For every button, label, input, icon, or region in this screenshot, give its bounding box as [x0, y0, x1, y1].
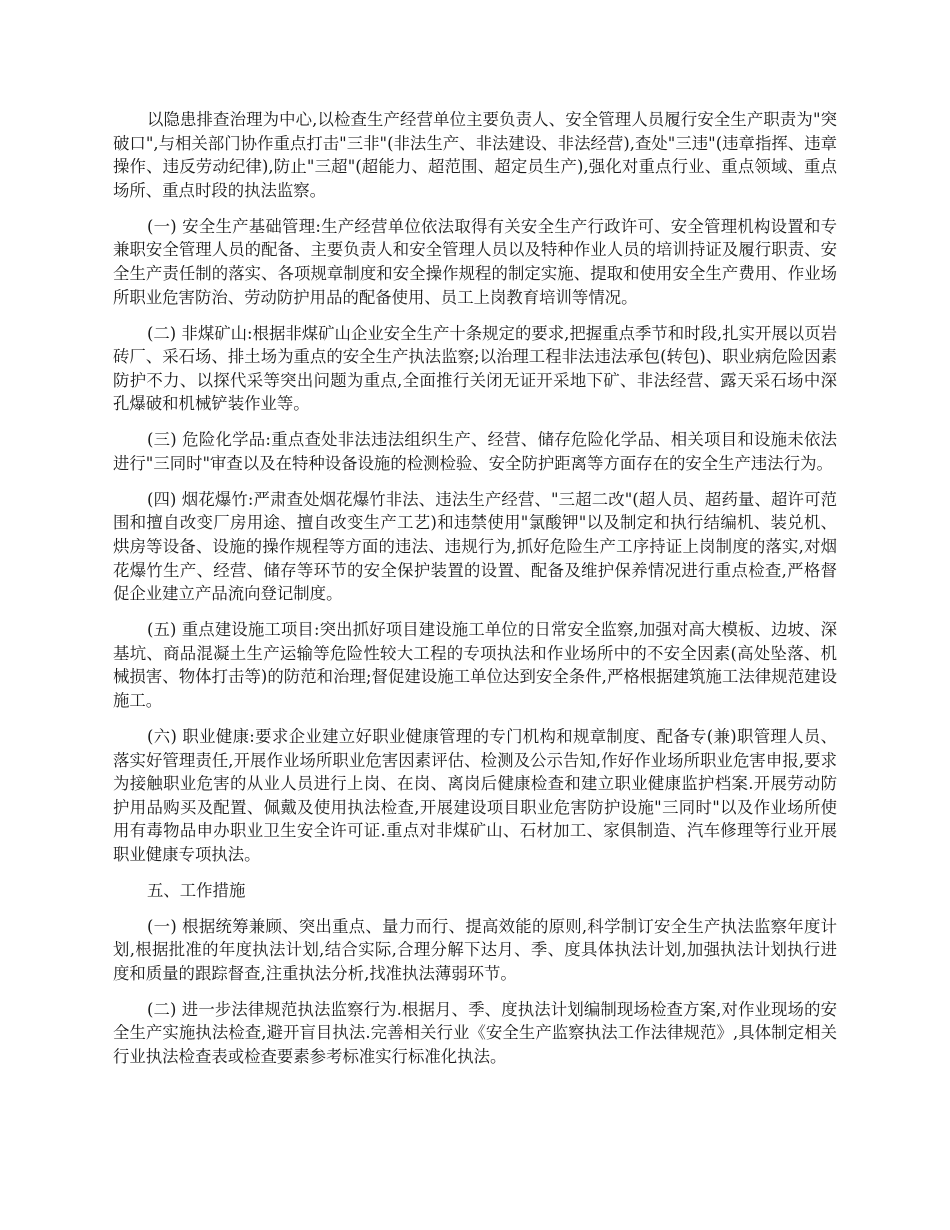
paragraph-construction-projects: (五) 重点建设施工项目:突出抓好项目建设施工单位的日常安全监察,加强对高大模板、边坡、深基坑、商品混凝土生产运输等危险性较大工程的专项执法和作业场所中的不安全因素(高处坠落、机械损害、物体打击等)的防范和治理;督促建设施工单位达到安全条件,严格根据建筑施工法律规范建设施工。	[113, 620, 837, 711]
paragraph-hazardous-chemicals: (三) 危险化学品:重点查处非法违法组织生产、经营、储存危险化学品、相关项目和设施未依法进行"三同时"审查以及在特种设备设施的检测检验、安全防护距离等方面存在的安全生产违法行为。	[113, 430, 837, 473]
paragraph-basic-management: (一) 安全生产基础管理:生产经营单位依法取得有关安全生产行政许可、安全管理机构设置和专兼职安全管理人员的配备、主要负责人和安全管理人员以及特种作业人员的培训持证及履行职责、安全生产责任制的落实、各项规章制度和安全操作规程的制定实施、提取和使用安全生产费用、作业场所职业危害防治、劳动防护用品的配备使用、员工上岗教育培训等情况。	[113, 216, 837, 307]
paragraph-intro: 以隐患排查治理为中心,以检查生产经营单位主要负责人、安全管理人员履行安全生产职责为"突破口",与相关部门协作重点打击"三非"(非法生产、非法建设、非法经营),查处"三违"(违章指挥、违章操作、违反劳动纪律),防止"三超"(超能力、超范围、超定员生产),强化对重点行业、重点领域、重点场所、重点时段的执法监察。	[113, 110, 837, 200]
paragraph-fireworks: (四) 烟花爆竹:严肃查处烟花爆竹非法、违法生产经营、"三超二改"(超人员、超药量、超许可范围和擅自改变厂房用途、擅自改变生产工艺)和违禁使用"氯酸钾"以及制定和执行结编机、装兑机、烘房等设备、设施的操作规程等方面的违法、违规行为,抓好危险生产工序持证上岗制度的落实,对烟花爆竹生产、经营、储存等环节的安全保护装置的设置、配备及维护保养情况进行重点检查,严格督促企业建立产品流向登记制度。	[113, 489, 837, 604]
paragraph-measure-2: (二) 进一步法律规范执法监察行为.根据月、季、度执法计划编制现场检查方案,对作业现场的安全生产实施执法检查,避开盲目执法.完善相关行业《安全生产监察执法工作法律规范》,具体制定相关行业执法检查表或检查要素参考标准实行标准化执法。	[113, 999, 837, 1066]
paragraph-occupational-health: (六) 职业健康:要求企业建立好职业健康管理的专门机构和规章制度、配备专(兼)职管理人员、落实好管理责任,开展作业场所职业危害因素评估、检测及公示告知,作好作业场所职业危害申报,要求为接触职业危害的从业人员进行上岗、在岗、离岗后健康检查和建立职业健康监护档案.开展劳动防护用品购买及配置、佩戴及使用执法检查,开展建设项目职业危害防护设施"三同时"以及作业场所使用有毒物品申办职业卫生安全许可证.重点对非煤矿山、石材加工、家俱制造、汽车修理等行业开展职业健康专项执法。	[113, 727, 837, 864]
document-body	[113, 108, 837, 1081]
section-heading-work-measures: 五、工作措施	[147, 880, 246, 900]
paragraph-non-coal-mines: (二) 非煤矿山:根据非煤矿山企业安全生产十条规定的要求,把握重点季节和时段,扎实开展以页岩砖厂、采石场、排土场为重点的安全生产执法监察;以治理工程非法违法承包(转包)、职业病危险因素防护不力、以探代采等突出问题为重点,全面推行关闭无证开采地下矿、非法经营、露天采石场中深孔爆破和机械铲装作业等。	[113, 323, 837, 414]
paragraph-measure-1: (一) 根据统筹兼顾、突出重点、量力而行、提高效能的原则,科学制订安全生产执法监察年度计划,根据批准的年度执法计划,结合实际,合理分解下达月、季、度具体执法计划,加强执法计划执行进度和质量的跟踪督查,注重执法分析,找准执法薄弱环节。	[113, 916, 837, 983]
